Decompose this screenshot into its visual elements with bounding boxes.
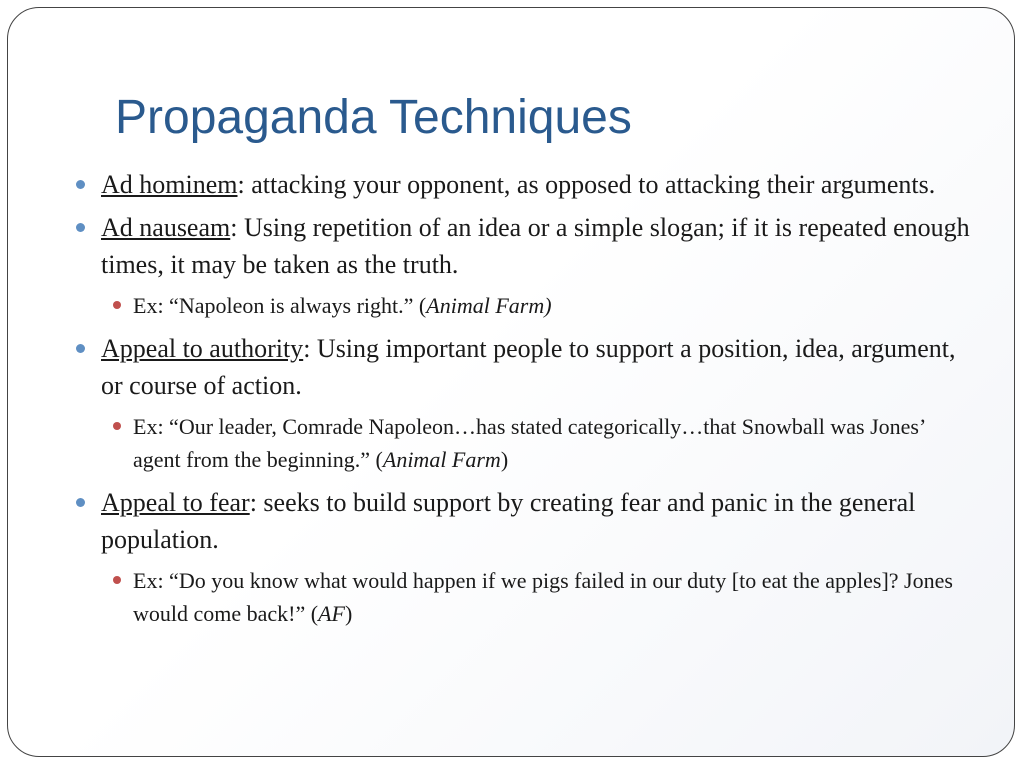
term-ad-nauseam: Ad nauseam xyxy=(101,213,231,242)
bullet-dot-icon xyxy=(76,498,85,507)
bullet-list xyxy=(73,166,973,638)
example-close: ) xyxy=(344,601,353,626)
example-appeal-to-authority xyxy=(73,410,973,476)
example-text: Ex: “Our leader, Comrade Napoleon…has stated categorically…that Snowball was Jones’ agent from the beginning.” ( xyxy=(133,414,925,472)
bullet-appeal-to-fear xyxy=(73,484,973,558)
slide xyxy=(7,7,1015,757)
definition-ad-hominem: : attacking your opponent, as opposed to attacking their arguments. xyxy=(237,170,936,199)
example-text: Ex: “Do you know what would happen if we pigs failed in our duty [to eat the apples]? Jones would come back!” ( xyxy=(133,568,953,626)
example-appeal-to-fear xyxy=(73,564,973,630)
bullet-dot-icon xyxy=(76,180,85,189)
example-text: Ex: “Napoleon is always right.” ( xyxy=(133,293,427,318)
definition-ad-nauseam: : Using repetition of an idea or a simple slogan; if it is repeated enough times, it may be taken as the truth. xyxy=(101,213,970,279)
bullet-ad-nauseam xyxy=(73,209,973,283)
example-source: Animal Farm xyxy=(382,447,501,472)
definition-appeal-to-fear: : seeks to build support by creating fear and panic in the general population. xyxy=(101,488,916,554)
term-appeal-to-fear: Appeal to fear xyxy=(101,488,250,517)
slide-title: Propaganda Techniques xyxy=(115,91,632,144)
example-close: ) xyxy=(500,447,509,472)
sub-bullet-dot-icon xyxy=(113,301,121,309)
sub-bullet-dot-icon xyxy=(113,576,121,584)
definition-appeal-to-authority: : Using important people to support a position, idea, argument, or course of action. xyxy=(101,334,956,400)
bullet-dot-icon xyxy=(76,344,85,353)
term-appeal-to-authority: Appeal to authority xyxy=(101,334,304,363)
term-ad-hominem: Ad hominem xyxy=(101,170,238,199)
example-ad-nauseam xyxy=(73,289,973,322)
sub-bullet-dot-icon xyxy=(113,422,121,430)
bullet-dot-icon xyxy=(76,223,85,232)
bullet-appeal-to-authority xyxy=(73,330,973,404)
bullet-ad-hominem xyxy=(73,166,973,203)
example-source: AF xyxy=(318,601,345,626)
example-source: Animal Farm) xyxy=(426,293,552,318)
